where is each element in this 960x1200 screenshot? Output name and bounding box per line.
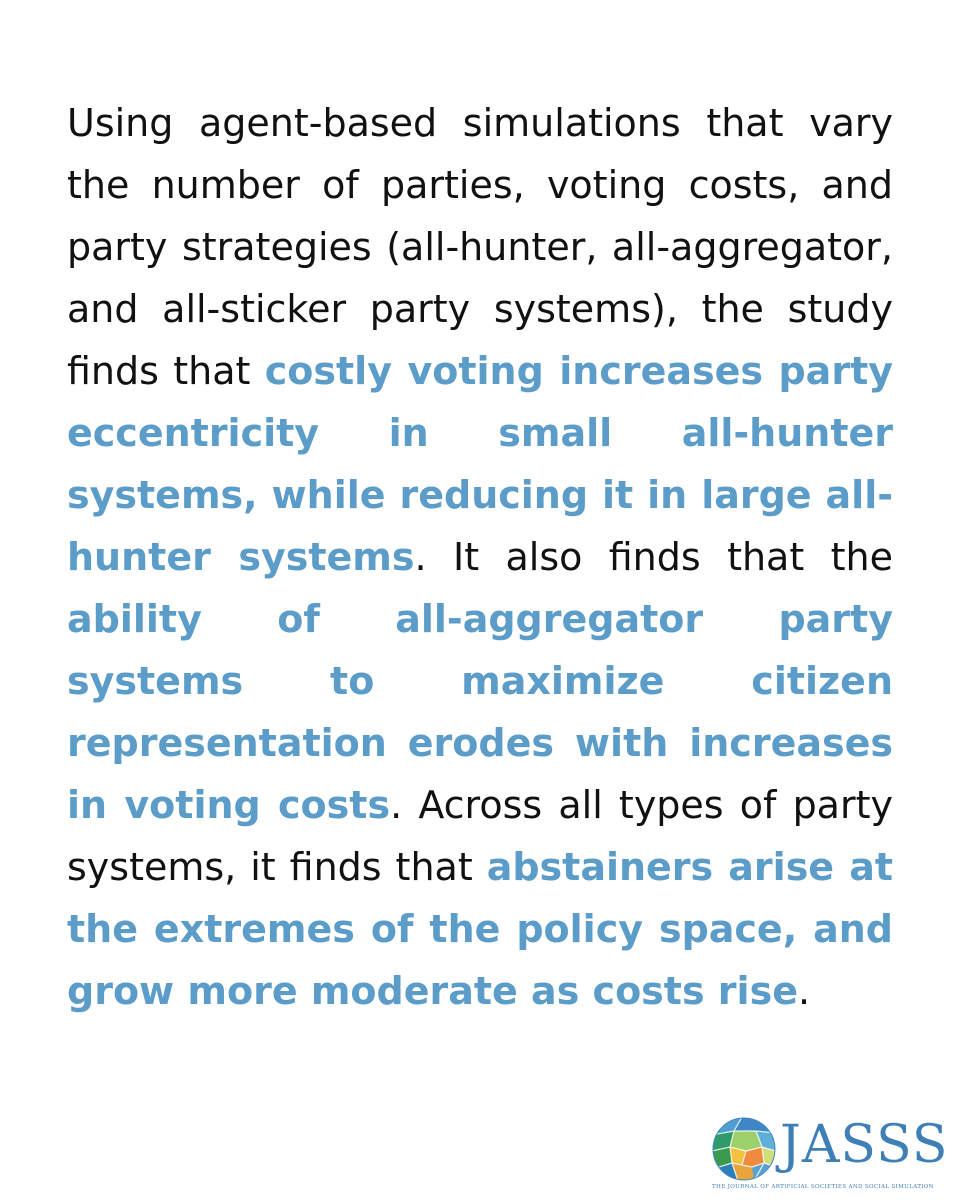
summary-text: . xyxy=(797,969,811,1013)
mosaic-globe-icon xyxy=(712,1117,776,1181)
summary-text: Using agent-based simulations that vary the number of parties, voting costs, and party strategies (all-hunter, all-aggregator, and all-sticker party systems), the study finds that xyxy=(67,101,893,393)
highlighted-finding: costly voting increases party eccentricity in small all-hunter systems, while reducing it in large all-hunter systems xyxy=(67,349,894,579)
summary-paragraph xyxy=(67,92,893,1022)
highlighted-finding: ability of all-aggregator party systems to maximize citizen representation erodes with increases in voting costs xyxy=(67,597,893,827)
logo-tagline: THE JOURNAL OF ARTIFICIAL SOCIETIES AND SOCIAL SIMULATION xyxy=(712,1184,934,1190)
logo-wordmark: JASSS xyxy=(780,1115,949,1175)
jasss-logo xyxy=(710,1113,952,1193)
highlighted-finding: abstainers arise at the extremes of the policy space, and grow more moderate as costs rise xyxy=(67,845,894,1013)
summary-text: . It also finds that the xyxy=(414,535,893,579)
summary-text: . Across all types of party systems, it finds that xyxy=(67,783,893,889)
